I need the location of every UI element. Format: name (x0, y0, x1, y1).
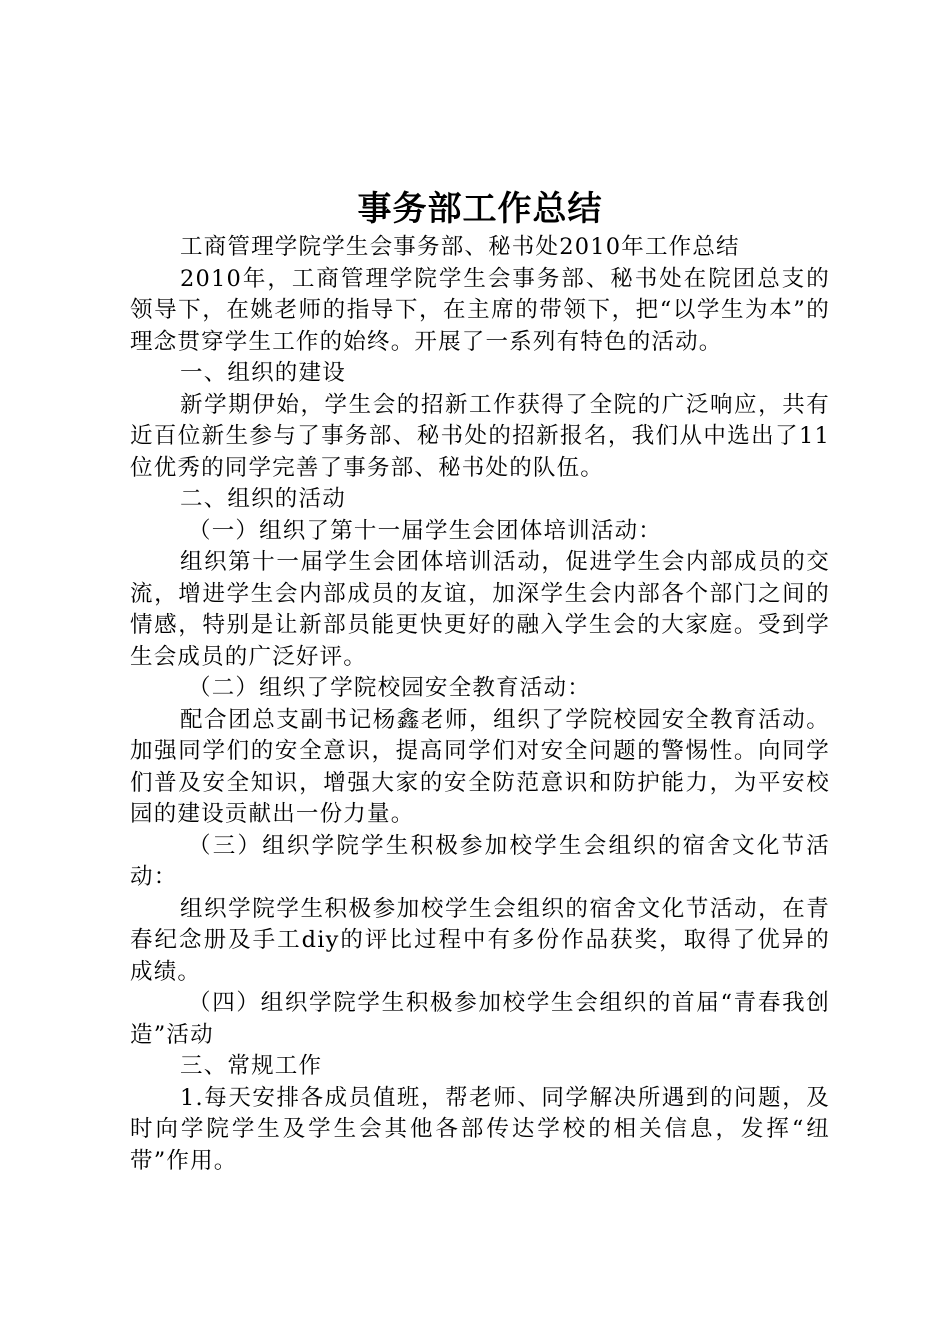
document-body (130, 232, 830, 1177)
section-heading-organization-building: 一、组织的建设 (180, 360, 346, 386)
activity-paragraph-3: 组织学院学生积极参加校学生会组织的宿舍文化节活动，在青春纪念册及手工diy的评比过程中有多份作品获奖，取得了优异的成绩。 (130, 895, 830, 985)
intro-paragraph: 2010年，工商管理学院学生会事务部、秘书处在院团总支的领导下，在姚老师的指导下，在主席的带领下，把“以学生为本”的理念贯穿学生工作的始终。开展了一系列有特色的活动。 (130, 265, 830, 355)
activity-heading-3: （三）组织学院学生积极参加校学生会组织的宿舍文化节活动： (130, 832, 830, 890)
activity-paragraph-1: 组织第十一届学生会团体培训活动，促进学生会内部成员的交流，增进学生会内部成员的友谊，加深学生会内部各个部门之间的情感，特别是让新部员能更快更好的融入学生会的大家庭。受到学生会成员的广泛好评。 (130, 549, 830, 670)
section-heading-routine-work: 三、常规工作 (180, 1053, 323, 1079)
routine-work-paragraph-1: 1.每天安排各成员值班，帮老师、同学解决所遇到的问题，及时向学院学生及学生会其他各部传达学校的相关信息，发挥“纽带”作用。 (130, 1084, 830, 1174)
activity-heading-4: （四）组织学院学生积极参加校学生会组织的首届“青春我创造”活动 (130, 990, 830, 1048)
activity-heading-1: （一）组织了第十一届学生会团体培训活动： (188, 517, 663, 544)
activity-paragraph-2: 配合团总支副书记杨鑫老师，组织了学院校园安全教育活动。加强同学们的安全意识，提高同学们对安全问题的警惕性。向同学们普及安全知识，增强大家的安全防范意识和防护能力，为平安校园的建设贡献出一份力量。 (130, 706, 830, 827)
subtitle-paragraph: 工商管理学院学生会事务部、秘书处2010年工作总结 (180, 234, 740, 260)
document-title: 事务部工作总结 (357, 189, 603, 229)
recruitment-paragraph: 新学期伊始，学生会的招新工作获得了全院的广泛响应，共有近百位新生参与了事务部、秘书处的招新报名，我们从中选出了11位优秀的同学完善了事务部、秘书处的队伍。 (130, 391, 830, 481)
activity-heading-2: （二）组织了学院校园安全教育活动： (188, 675, 591, 701)
section-heading-organization-activities: 二、组织的活动 (180, 486, 346, 512)
